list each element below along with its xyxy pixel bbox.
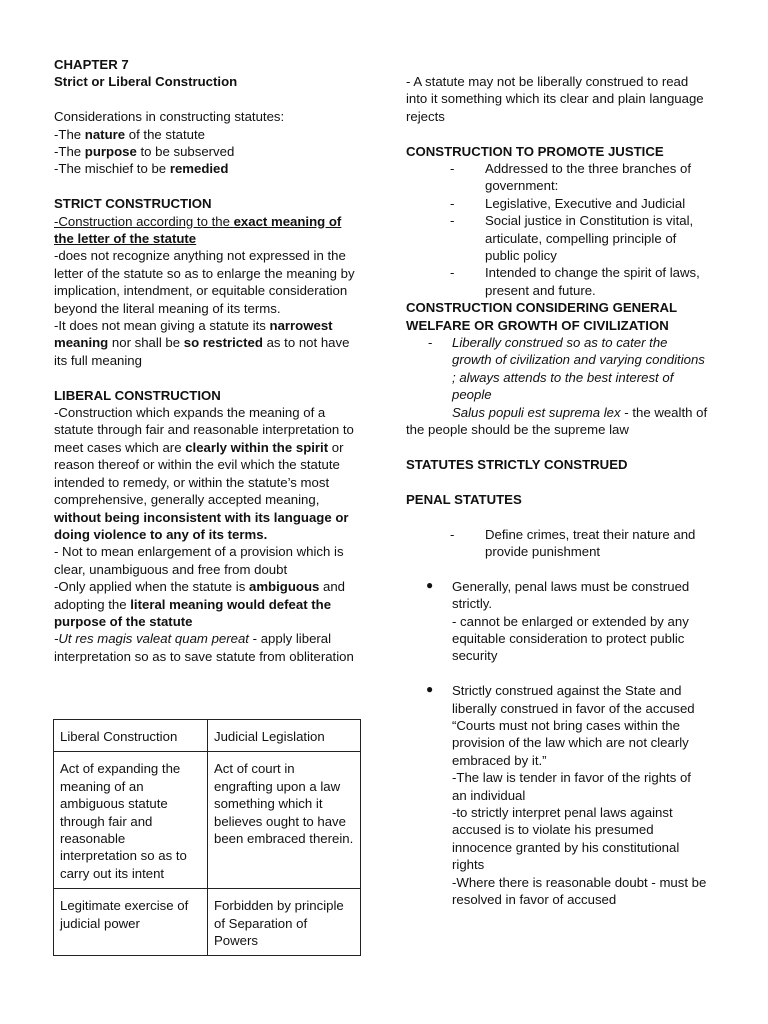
strictly-construed-heading: STATUTES STRICTLY CONSTRUED	[406, 456, 628, 472]
strict-point: -It does not mean giving a statute its narrowest meaning nor shall be so restricted as to not have its full meaning	[54, 318, 350, 368]
justice-item: - Social justice in Constitution is vital, articulate, compelling principle of public policy	[450, 213, 694, 264]
left-column	[54, 56, 360, 665]
liberal-point: -Only applied when the statute is ambiguous and adopting the literal meaning would defeat the purpose of the statute	[54, 579, 346, 629]
strict-definition: -Construction according to the exact meaning of the letter of the statute	[54, 213, 342, 247]
strict-point: -does not recognize anything not expressed in the letter of the statute so as to enlarge the meaning by implication, intendment, or equitable consideration beyond the literal meaning of its terms.	[54, 248, 355, 316]
chapter-title: Strict or Liberal Construction	[54, 74, 238, 90]
justice-heading: CONSTRUCTION TO PROMOTE JUSTICE	[406, 143, 664, 159]
liberal-definition: -Construction which expands the meaning of a statute through fair and reasonable interpretation to meet cases which are clearly within the spirit or reason thereof or within the evil which the statute intended to remedy, or within the statute’s most comprehensive, generally accepted meaning, without being inconsistent with its language or doing violence to any of its terms.	[54, 405, 354, 542]
consideration-item: -The mischief to be remedied	[54, 161, 229, 177]
welfare-heading: CONSTRUCTION CONSIDERING GENERAL WELFARE OR GROWTH OF CIVILIZATION	[406, 300, 677, 333]
table-header-row	[54, 720, 361, 752]
table-header-cell: Judicial Legislation	[208, 720, 361, 752]
comparison-table	[53, 719, 361, 956]
liberal-point: - Not to mean enlargement of a provision which is clear, unambiguous and free from doubt	[54, 544, 344, 577]
penal-bullet: ● Generally, penal laws must be construed strictly. - cannot be enlarged or extended by any equitable consideration to protect public security	[426, 577, 690, 664]
liberal-point: -Ut res magis valeat quam pereat - apply liberal interpretation so as to save statute from obliteration	[54, 631, 354, 664]
consideration-item: -The purpose to be subserved	[54, 144, 235, 160]
table-cell: Act of expanding the meaning of an ambiguous statute through fair and reasonable interpretation so as to carry out its intent	[54, 752, 208, 889]
penal-bullet: ● Strictly construed against the State and liberally construed in favor of the accused “Courts must not bring cases within the provision of the law which are not clearly embraced by it.” -The law is tender in favor of the rights of an individual -to strictly interpret penal laws against accused is to violate his presumed innocence granted by his constitutional rights -Where there is reasonable doubt - must be resolved in favor of accused	[426, 682, 707, 907]
table-cell: Legitimate exercise of judicial power	[54, 889, 208, 956]
table-row	[54, 752, 361, 889]
justice-item: - Addressed to the three branches of government:	[450, 161, 692, 194]
table-row	[54, 889, 361, 956]
strict-construction-heading: STRICT CONSTRUCTION	[54, 196, 212, 212]
liberal-limit-note: - A statute may not be liberally construed to read into it something which its clear and plain language rejects	[406, 74, 704, 124]
penal-definition: - Define crimes, treat their nature and provide punishment	[450, 526, 696, 559]
considerations-heading: Considerations in constructing statutes:	[54, 109, 285, 125]
liberal-construction-heading: LIBERAL CONSTRUCTION	[54, 387, 221, 403]
table-cell: Forbidden by principle of Separation of Powers	[208, 889, 361, 956]
penal-statutes-heading: PENAL STATUTES	[406, 491, 522, 507]
table-cell: Act of court in engrafting upon a law something which it believes ought to have been embraced therein.	[208, 752, 361, 889]
welfare-item: - Liberally construed so as to cater the growth of civilization and varying conditions ; always attends to the best interest of people	[428, 335, 705, 403]
right-column	[406, 73, 708, 908]
justice-item: - Intended to change the spirit of laws, present and future.	[450, 265, 700, 298]
chapter-number: CHAPTER 7	[54, 57, 129, 72]
consideration-item: -The nature of the statute	[54, 126, 206, 142]
justice-item: - Legislative, Executive and Judicial	[450, 195, 686, 211]
table-header-cell: Liberal Construction	[54, 720, 208, 752]
salus-maxim: Salus populi est suprema lex - the wealth of the people should be the supreme law	[406, 404, 708, 438]
